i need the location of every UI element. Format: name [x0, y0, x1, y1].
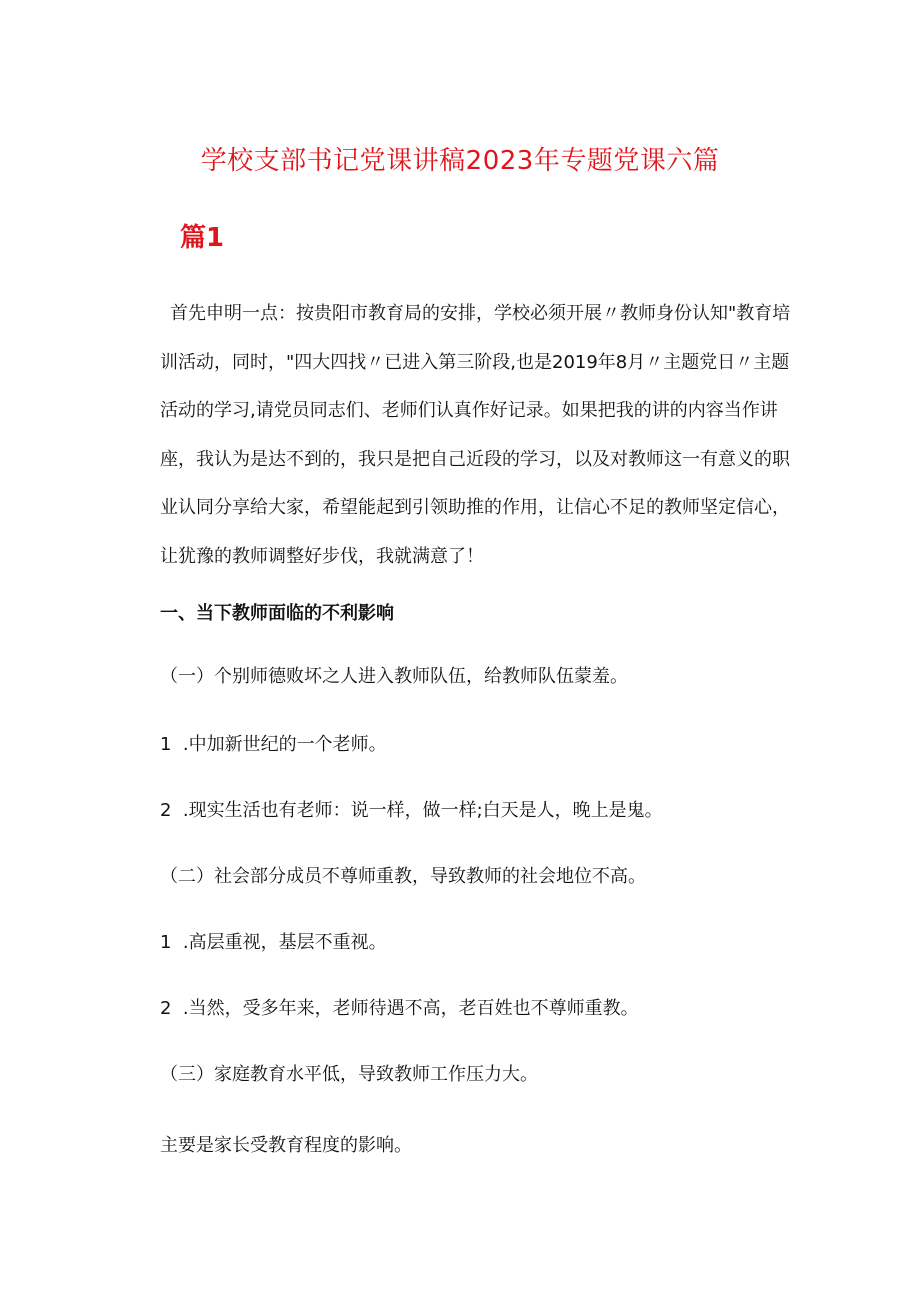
list-item: 1 .中加新世纪的一个老师。: [160, 734, 387, 755]
list-item: （三）家庭教育水平低，导致教师工作压力大。: [160, 1064, 538, 1085]
document-title: 学校支部书记党课讲稿2023年专题党课六篇: [200, 146, 720, 176]
heading-unfavorable-influences: 一、当下教师面临的不利影响: [160, 603, 394, 624]
section-heading: 篇1: [180, 223, 225, 253]
list-item: 2 .现实生活也有老师：说一样，做一样;白天是人，晚上是鬼。: [160, 800, 663, 821]
intro-paragraph: 首先申明一点：按贵阳市教育局的安排，学校必须开展〃教师身份认知"教育培训活动，同时，"四大四找〃已进入第三阶段,也是2019年8月〃主题党日〃主题活动的学习,请党员同志们、老师们认真作好记录。如果把我的讲的内容当作讲座，我认为是达不到的，我只是把自己近段的学习，以及对教师这一有意义的职业认同分享给大家，希望能起到引领助推的作用，让信心不足的教师坚定信心，让犹豫的教师调整好步伐，我就满意了！: [160, 303, 791, 567]
list-item: 主要是家长受教育程度的影响。: [160, 1135, 412, 1156]
list-item: （二）社会部分成员不尊师重教，导致教师的社会地位不高。: [160, 866, 646, 887]
list-item: （一）个别师德败坏之人进入教师队伍，给教师队伍蒙羞。: [160, 666, 628, 687]
list-item: 2 .当然，受多年来，老师待遇不高，老百姓也不尊师重教。: [160, 998, 639, 1019]
list-item: 1 .高层重视，基层不重视。: [160, 932, 387, 953]
